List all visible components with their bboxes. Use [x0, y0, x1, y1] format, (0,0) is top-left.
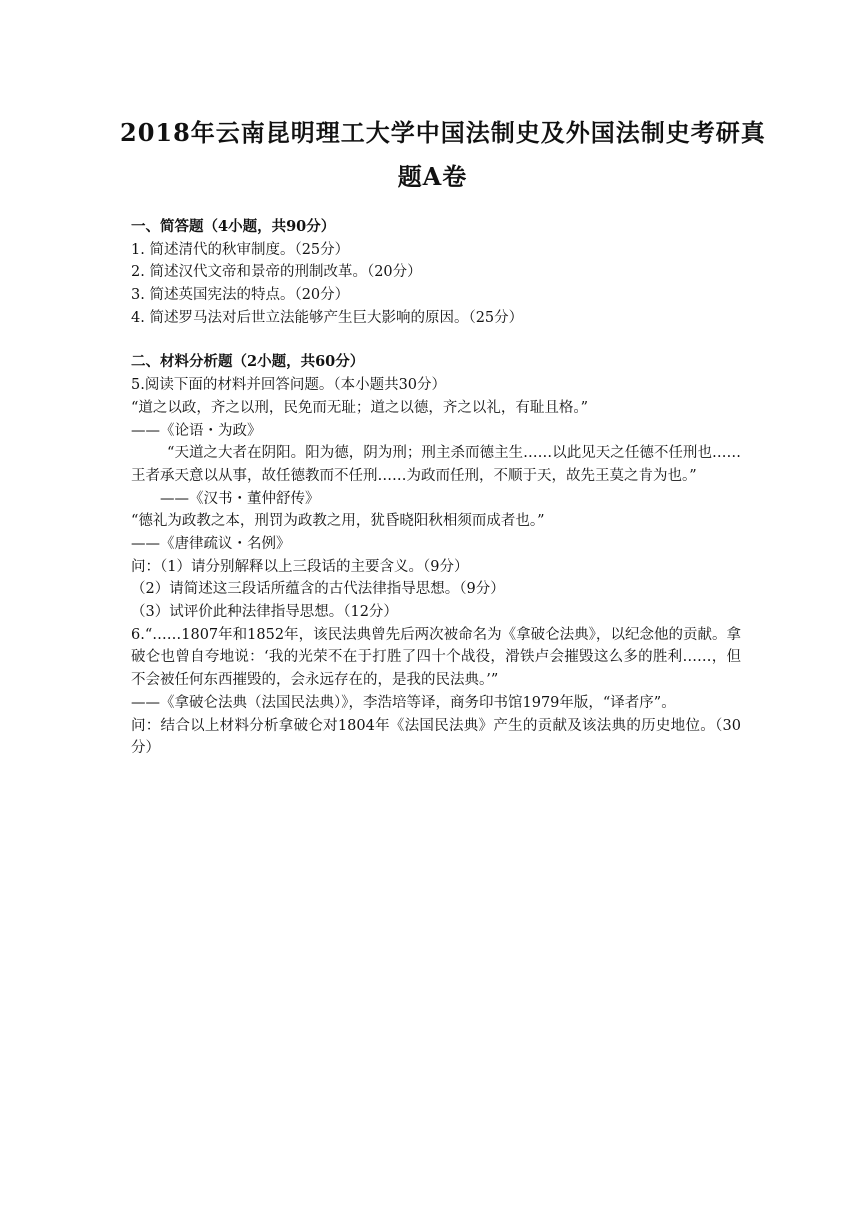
source-tanglv: ——《唐律疏议・名例》	[131, 535, 291, 552]
question-item-3: 3. 简述英国宪法的特点。（20分）	[131, 287, 350, 304]
source-napoleon-code: ——《拿破仑法典（法国民法典）》，李浩培等译，商务印书馆1979年版，“译者序”。	[131, 694, 676, 711]
quote-hanshu: “天道之大者在阴阳。阳为德，阴为刑；刑主杀而德主生……以此见天之任德不任刑也……王者承天意以从事，故任德教而不任刑……为政而任刑，不顺于天，故先王莫之肯为也。”	[131, 445, 741, 484]
question-item-2: 2. 简述汉代文帝和景帝的刑制改革。（20分）	[131, 264, 422, 281]
document-title-line-1: 2018年云南昆明理工大学中国法制史及外国法制史考研真	[120, 118, 766, 147]
question-6-quote: 6.“……1807年和1852年，该民法典曾先后两次被命名为《拿破仑法典》，以纪念他的贡献。拿破仑也曾自夸地说：‘我的光荣不在于打胜了四十个战役，滑铁卢会摧毁这么多的胜利……，但不会被任何东西摧毁的，会永远存在的，是我的民法典。’”	[131, 626, 741, 689]
section-spacer	[131, 329, 741, 351]
document-title-line-2: 题A卷	[397, 162, 468, 191]
question-item-1: 1. 简述清代的秋审制度。（25分）	[131, 241, 350, 258]
question-5-sub-3: （3）试评价此种法律指导思想。（12分）	[131, 604, 398, 621]
section-heading-material-analysis: 二、材料分析题（2小题，共60分）	[131, 353, 365, 371]
quote-lunyu: “道之以政，齐之以刑，民免而无耻；道之以德，齐之以礼，有耻且格。”	[131, 399, 589, 416]
question-5-intro: 5.阅读下面的材料并回答问题。（本小题共30分）	[131, 377, 447, 394]
source-lunyu: ——《论语・为政》	[131, 422, 262, 439]
source-hanshu: ——《汉书・董仲舒传》	[160, 490, 320, 507]
question-item-4: 4. 简述罗马法对后世立法能够产生巨大影响的原因。（25分）	[131, 309, 524, 326]
question-6-prompt: 问：结合以上材料分析拿破仑对1804年《法国民法典》产生的贡献及该法典的历史地位。（30分）	[131, 717, 741, 757]
section-heading-short-answer: 一、简答题（4小题，共90分）	[131, 218, 336, 235]
quote-tanglv: “德礼为政教之本，刑罚为政教之用，犹昏晓阳秋相须而成者也。”	[131, 513, 545, 530]
document-body	[131, 216, 741, 760]
question-5-sub-2: （2）请简述这三段话所蕴含的古代法律指导思想。（9分）	[131, 581, 505, 598]
question-5-sub-1: 问：（1）请分别解释以上三段话的主要含义。（9分）	[131, 558, 469, 575]
